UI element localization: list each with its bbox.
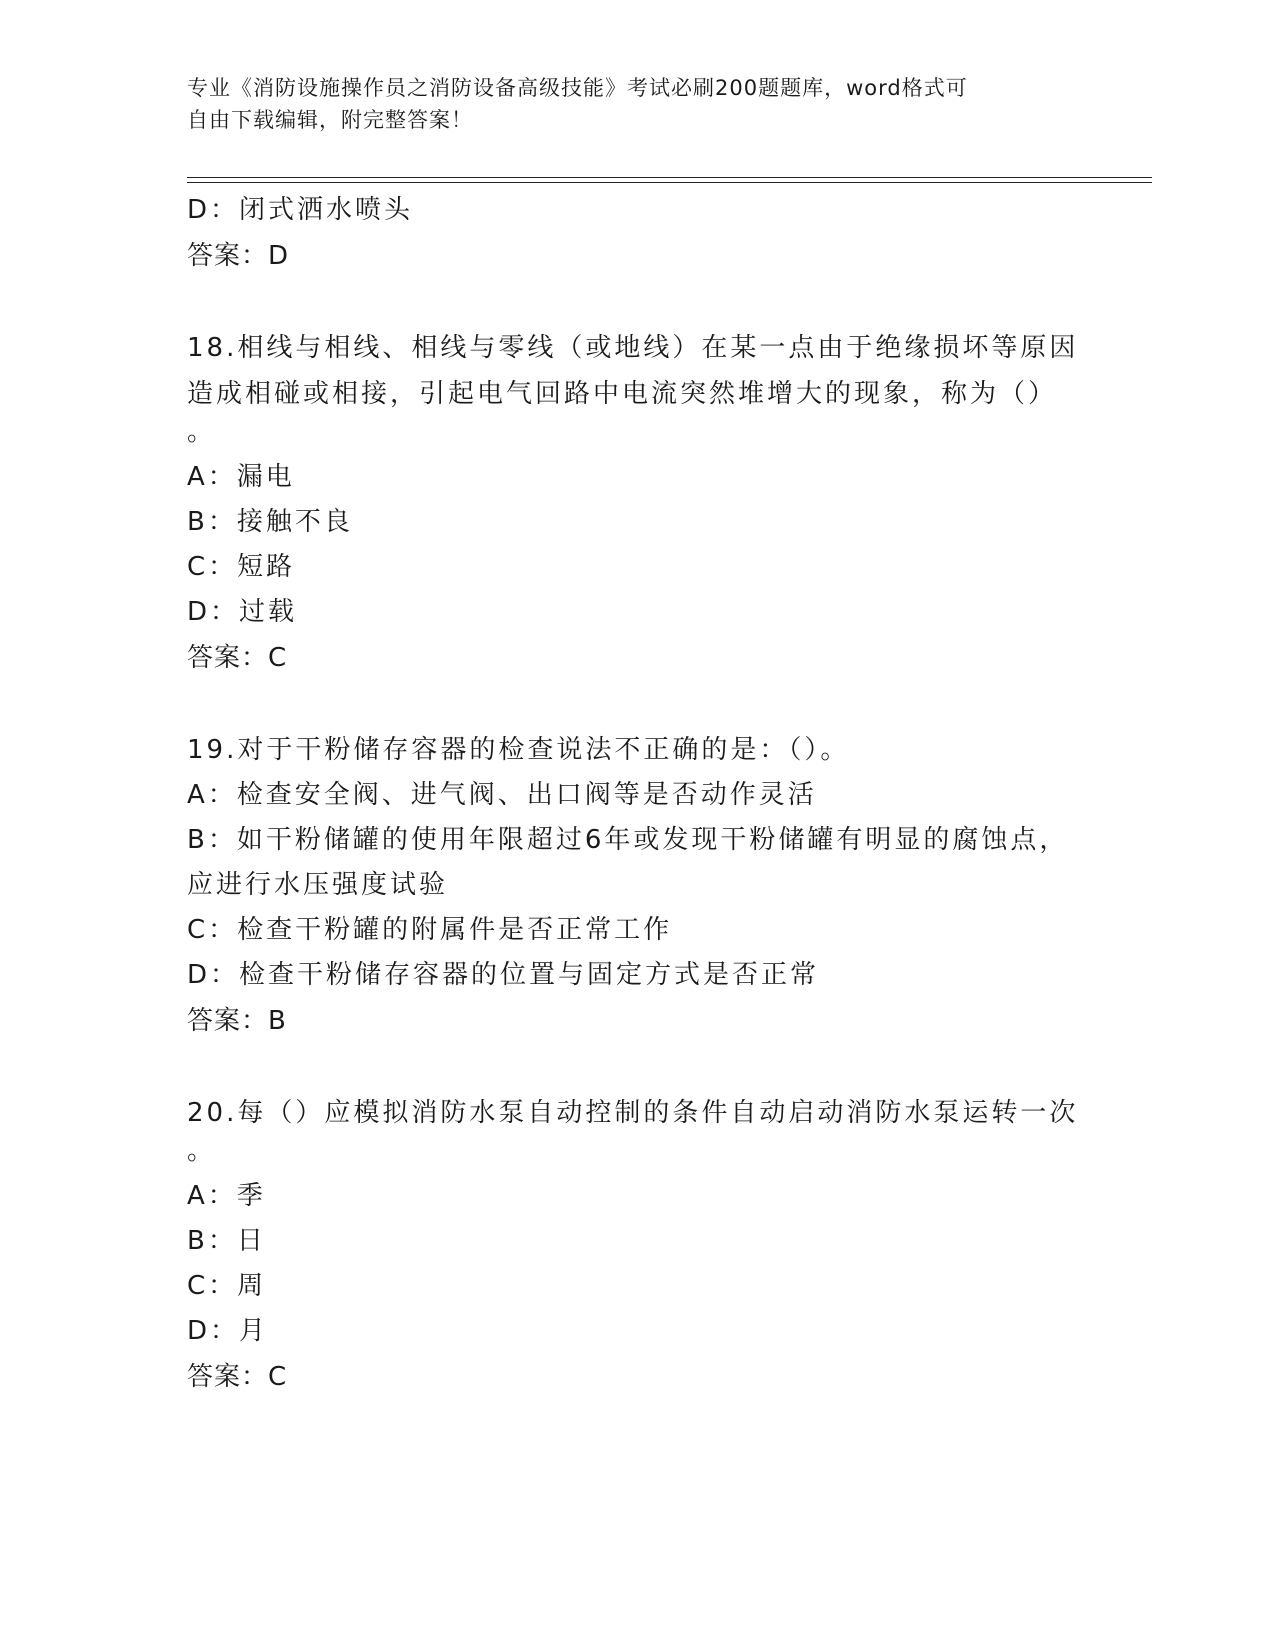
option-d: D：过载 xyxy=(187,597,298,627)
answer: 答案：C xyxy=(187,643,288,673)
option-d: D：月 xyxy=(187,1316,269,1346)
option-a: A：季 xyxy=(187,1181,266,1211)
option-a: A：检查安全阀、进气阀、出口阀等是否动作灵活 xyxy=(187,780,817,810)
option-a: A：漏电 xyxy=(187,462,295,492)
header-divider-top xyxy=(187,177,1152,178)
option-c: C：周 xyxy=(187,1271,267,1301)
option-b-continuation: 应进行水压强度试验 xyxy=(187,870,449,900)
document-header xyxy=(187,72,1067,136)
question-stem-line: 。 xyxy=(187,1136,217,1166)
option-d: D：检查干粉储存容器的位置与固定方式是否正常 xyxy=(187,960,820,990)
option-b: B：如干粉储罐的使用年限超过6年或发现干粉储罐有明显的腐蚀点， xyxy=(187,825,1069,855)
question-stem-line: 18.相线与相线、相线与零线（或地线）在某一点由于绝缘损坏等原因 xyxy=(187,333,1079,363)
option-c: C：短路 xyxy=(187,552,296,582)
answer: 答案：C xyxy=(187,1362,288,1392)
question-19 xyxy=(187,727,1087,1044)
prev-option-d: D：闭式洒水喷头 xyxy=(187,195,414,225)
question-stem-line: 造成相碰或相接，引起电气回路中电流突然堆增大的现象，称为（） xyxy=(187,379,1058,409)
question-content xyxy=(187,188,1087,1400)
question-stem-line: 。 xyxy=(187,417,217,447)
question-stem-line: 19.对于干粉储存容器的检查说法不正确的是：（）。 xyxy=(187,735,850,765)
header-divider-bottom xyxy=(187,182,1152,183)
option-b: B：接触不良 xyxy=(187,507,353,537)
question-stem-line: 20.每（）应模拟消防水泵自动控制的条件自动启动消防水泵运转一次 xyxy=(187,1098,1079,1128)
option-c: C：检查干粉罐的附属件是否正常工作 xyxy=(187,915,673,945)
question-18 xyxy=(187,325,1087,681)
question-20 xyxy=(187,1090,1087,1400)
header-line-2: 自由下载编辑，附完整答案！ xyxy=(187,108,473,132)
answer: 答案：B xyxy=(187,1006,287,1036)
header-line-1: 专业《消防设施操作员之消防设备高级技能》考试必刷200题题库，word格式可 xyxy=(187,76,968,100)
prev-answer: 答案：D xyxy=(187,241,290,271)
option-b: B：日 xyxy=(187,1226,266,1256)
